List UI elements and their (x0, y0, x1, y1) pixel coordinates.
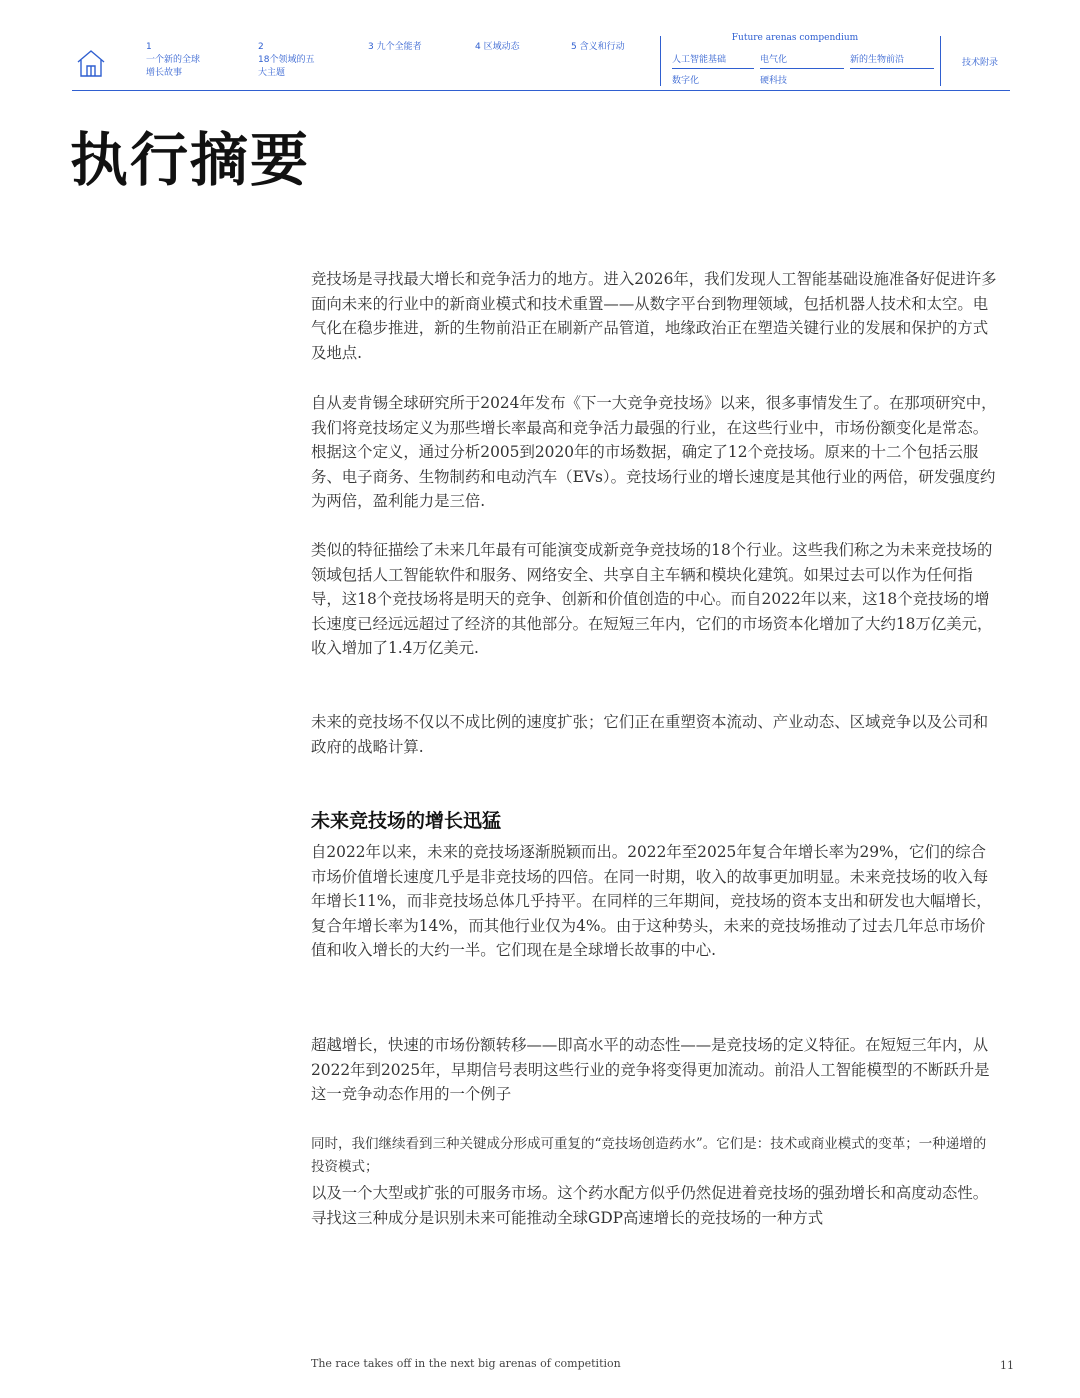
page-title: 执行摘要 (70, 126, 311, 194)
nav-item-number: 3 (368, 42, 374, 52)
nav-arena-ai-foundations[interactable]: 人工智能基础 (672, 52, 754, 69)
paragraph-ingredients: 同时，我们继续看到三种关键成分形成可重复的“竞技场创造药水”。它们是：技术或商业模式的变革；一种递增的投资模式； (311, 1136, 987, 1175)
nav-item-chapter-3[interactable] (368, 41, 448, 54)
paragraph-reshaping: 未来的竞技场不仅以不成比例的速度扩张；它们正在重塑资本流动、产业动态、区域竞争以及公司和政府的战略计算. (311, 713, 989, 756)
footer-title: The race takes off in the next big arenas of competition (311, 1357, 621, 1370)
header-rule (72, 90, 1010, 91)
nav-item-chapter-1[interactable] (146, 41, 226, 80)
page-number: 11 (1000, 1359, 1014, 1372)
paragraph-intro: 竞技场是寻找最大增长和竞争活力的地方。进入2026年，我们发现人工智能基础设施准备好促进许多面向未来的行业中的新商业模式和技术重置——从数字平台到物理领域，包括机器人技术和太空。电气化在稳步推进，新的生物前沿正在刷新产品管道，地缘政治正在塑造关键行业的发展和保护的方式及地点. (311, 270, 997, 362)
nav-item-number: 5 (571, 42, 577, 52)
nav-arena-bio-frontier[interactable]: 新的生物前沿 (850, 52, 934, 69)
home-icon[interactable] (76, 48, 106, 78)
nav-divider (660, 36, 661, 86)
paragraph-potion: 以及一个大型或扩张的可服务市场。这个药水配方似乎仍然促进着竞技场的强劲增长和高度动态性。寻找这三种成分是识别未来可能推动全球GDP高速增长的竞技场的一种方式 (311, 1184, 989, 1227)
nav-tech-appendix[interactable]: 技术附录 (962, 58, 999, 68)
nav-item-label: 一个新的全球增长故事 (146, 55, 201, 78)
nav-item-chapter-2[interactable] (258, 41, 338, 80)
nav-arena-hard-tech[interactable]: 硬科技 (760, 76, 788, 86)
paragraph-history: 自从麦肯锡全球研究所于2024年发布《下一大竞争竞技场》以来，很多事情发生了。在那项研究中，我们将竞技场定义为那些增长率最高和竞争活力最强的行业，在这些行业中，市场份额变化是常态。根据这个定义，通过分析2005到2020年的市场数据，确定了12个竞技场。原来的十二个包括云服务、电子商务、生物制药和电动汽车（EVs）。竞技场行业的增长速度是其他行业的两倍，研发强度约为两倍，盈利能力是三倍. (311, 394, 997, 510)
nav-item-number: 2 (258, 42, 264, 52)
section-heading: 未来竞技场的增长迅猛 (311, 810, 502, 832)
paragraph-future-arenas: 类似的特征描绘了未来几年最有可能演变成新竞争竞技场的18个行业。这些我们称之为未来竞技场的领域包括人工智能软件和服务、网络安全、共享自主车辆和模块化建筑。如果过去可以作为任何指导，这18个竞技场将是明天的竞争、创新和价值创造的中心。而自2022年以来，这18个竞技场的增长速度已经远远超过了经济的其他部分。在短短三年内，它们的市场资本化增加了大约18万亿美元，收入增加了1.4万亿美元. (311, 541, 993, 657)
nav-item-label: 区域动态 (483, 42, 520, 52)
paragraph-dynamism: 超越增长，快速的市场份额转移——即高水平的动态性——是竞技场的定义特征。在短短三年内，从2022年到2025年，早期信号表明这些行业的竞争将变得更加流动。前沿人工智能模型的不断跃升是这一竞争动态作用的一个例子 (311, 1036, 990, 1103)
nav-item-number: 1 (146, 42, 152, 52)
nav-arena-electrification[interactable]: 电气化 (760, 52, 844, 69)
nav-divider (940, 36, 941, 86)
nav-item-label: 18个领域的五大主题 (258, 55, 315, 78)
future-arenas-title: Future arenas compendium (731, 33, 859, 43)
top-navigation (0, 0, 1080, 92)
nav-item-number: 4 (475, 42, 481, 52)
nav-item-chapter-5[interactable] (571, 41, 627, 54)
nav-item-label: 九个全能者 (376, 42, 422, 52)
nav-item-chapter-4[interactable] (475, 41, 523, 54)
paragraph-growth: 自2022年以来，未来的竞技场逐渐脱颖而出。2022年至2025年复合年增长率为29%，它们的综合市场价值增长速度几乎是非竞技场的四倍。在同一时期，收入的故事更加明显。未来竞技场的收入每年增长11%，而非竞技场总体几乎持平。在同样的三年期间，竞技场的资本支出和研发也大幅增长，复合年增长率为14%，而其他行业仅为4%。由于这种势头，未来的竞技场推动了过去几年总市场价值和收入增长的大约一半。它们现在是全球增长故事的中心. (311, 843, 992, 959)
nav-arena-digitization[interactable]: 数字化 (672, 76, 700, 86)
nav-item-label: 含义和行动 (579, 42, 625, 52)
